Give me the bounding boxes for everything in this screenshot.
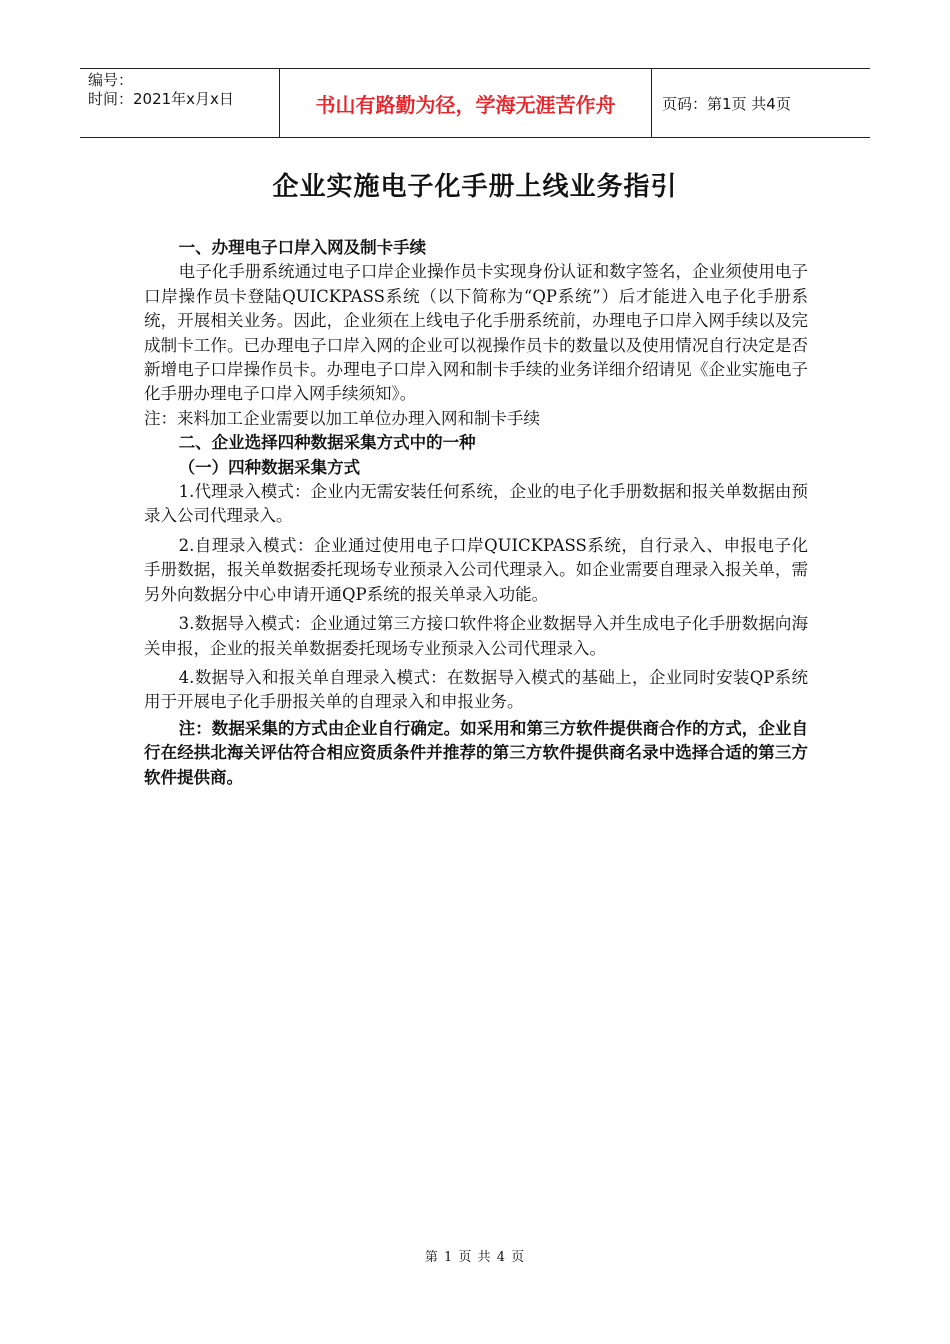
mode-item-3: 3.数据导入模式：企业通过第三方接口软件将企业数据导入并生成电子化手册数据向海关申报，企业的报关单数据委托现场专业预录入公司代理录入。 bbox=[144, 614, 808, 658]
section-2-subheading: （一）四种数据采集方式 bbox=[178, 457, 361, 477]
header-motto: 书山有路勤为径，学海无涯苦作舟 bbox=[280, 69, 652, 137]
section-1-heading: 一、办理电子口岸入网及制卡手续 bbox=[178, 238, 427, 257]
section-1-note: 注：来料加工企业需要以加工单位办理入网和制卡手续 bbox=[144, 408, 540, 428]
page-footer: 第 1 页 共 4 页 bbox=[424, 1250, 526, 1265]
number-label: 编号： bbox=[88, 71, 134, 89]
header-meta bbox=[80, 69, 280, 137]
mode-item-4: 4.数据导入和报关单自理录入模式：在数据导入模式的基础上，企业同时安装QP系统用于开展电子化手册报关单的自理录入和申报业务。 bbox=[144, 667, 808, 712]
document-title: 企业实施电子化手册上线业务指引 bbox=[272, 172, 678, 202]
document-body bbox=[144, 236, 808, 790]
date-line: 时间：2021年x月x日 bbox=[88, 90, 234, 108]
section-2-heading: 二、企业选择四种数据采集方式中的一种 bbox=[178, 433, 476, 453]
header-page-info: 页码：第1页 共4页 bbox=[662, 94, 791, 113]
final-note: 注：数据采集的方式由企业自行确定。如采用和第三方软件提供商合作的方式，企业自行在经拱北海关评估符合相应资质条件并推荐的第三方软件提供商名录中选择合适的第三方软件提供商。 bbox=[144, 718, 808, 787]
page-header bbox=[80, 68, 870, 138]
mode-item-1: 1.代理录入模式：企业内无需安装任何系统，企业的电子化手册数据和报关单数据由预录入公司代理录入。 bbox=[144, 482, 808, 526]
section-1-paragraph: 电子化手册系统通过电子口岸企业操作员卡实现身份认证和数字签名，企业须使用电子口岸操作员卡登陆QUICKPASS系统（以下简称为“QP系统”）后才能进入电子化手册系统，开展相关业务。因此，企业须在上线电子化手册系统前，办理电子口岸入网手续以及完成制卡工作。已办理电子口岸入网的企业可以视操作员卡的数量以及使用情况自行决定是否新增电子口岸操作员卡。办理电子口岸入网和制卡手续的业务详细介绍请见《企业实施电子化手册办理电子口岸入网手续须知》。 bbox=[144, 262, 808, 404]
mode-item-2: 2.自理录入模式：企业通过使用电子口岸QUICKPASS系统，自行录入、申报电子化手册数据，报关单数据委托现场专业预录入公司代理录入。如企业需要自理录入报关单，需另外向数据分中心申请开通QP系统的报关单录入功能。 bbox=[144, 535, 808, 604]
